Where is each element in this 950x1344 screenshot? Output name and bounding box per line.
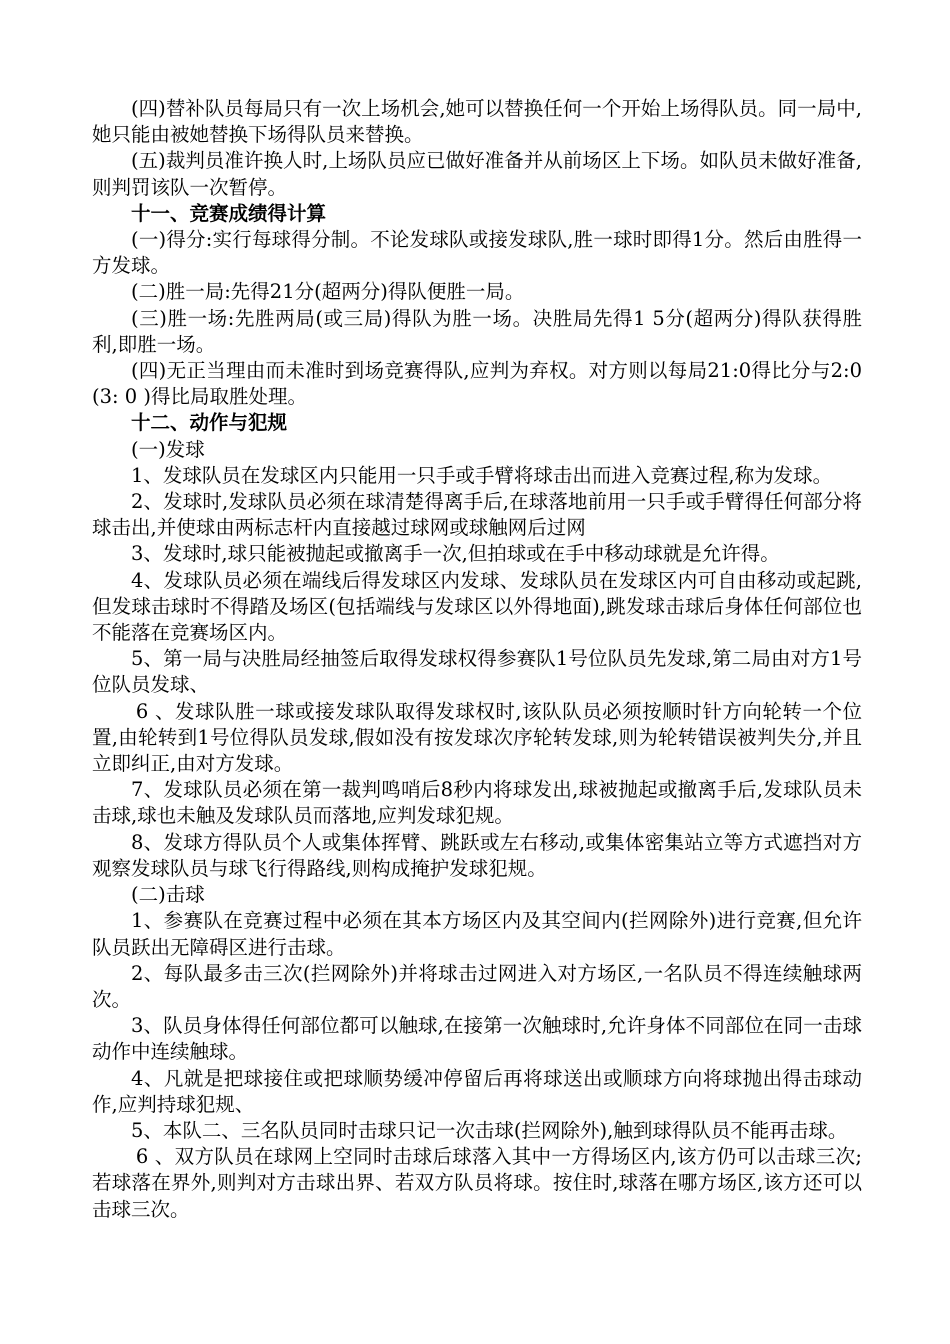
paragraph-substitution-procedure: (五)裁判员准许换人时,上场队员应已做好准备并从前场区上下场。如队员未做好准备,则判罚该队一次暂停。: [92, 149, 862, 199]
paragraph-serve-rule-2: 2、发球时,发球队员必须在球清楚得离手后,在球落地前用一只手或手臂得任何部分将球击出,并使球由两标志杆内直接越过球网或球触网后过网: [92, 490, 862, 540]
paragraph-win-set: (二)胜一局:先得21分(超两分)得队便胜一局。: [131, 280, 525, 304]
section-heading-scoring: 十一、竞赛成绩得计算: [131, 201, 327, 225]
document-page: [92, 96, 862, 1223]
paragraph-serve-rule-8: 8、发球方得队员个人或集体挥臂、跳跃或左右移动,或集体密集站立等方式遮挡对方观察发球队员与球飞行得路线,则构成掩护发球犯规。: [92, 830, 862, 880]
paragraph-hit-rule-2: 2、每队最多击三次(拦网除外)并将球击过网进入对方场区,一名队员不得连续触球两次。: [92, 961, 862, 1011]
section-heading-actions-faults: 十二、动作与犯规: [131, 411, 288, 435]
paragraph-serve-rule-5: 5、第一局与决胜局经抽签后取得发球权得参赛队1号位队员先发球,第二局由对方1号位队员发球、: [92, 647, 862, 697]
paragraph-scoring-points: (一)得分:实行每球得分制。不论发球队或接发球队,胜一球时即得1分。然后由胜得一方发球。: [92, 228, 863, 278]
paragraph-serve-rule-1: 1、发球队员在发球区内只能用一只手或手臂将球击出而进入竞赛过程,称为发球。: [131, 463, 833, 487]
paragraph-win-match: (三)胜一场:先胜两局(或三局)得队为胜一场。决胜局先得1 5分(超两分)得队获得胜利,即胜一场。: [92, 306, 862, 356]
paragraph-hit-rule-3: 3、队员身体得任何部位都可以触球,在接第一次触球时,允许身体不同部位在同一击球动作中连续触球。: [92, 1014, 862, 1064]
paragraph-serve-rule-7: 7、发球队员必须在第一裁判鸣哨后8秒内将球发出,球被抛起或撤离手后,发球队员未击球,球也未触及发球队员而落地,应判发球犯规。: [92, 778, 862, 828]
paragraph-serve-rule-6: 6 、发球队胜一球或接发球队取得发球权时,该队队员必须按顺时针方向轮转一个位置,由轮转到1号位得队员发球,假如没有按发球次序轮转发球,则为轮转错误被判失分,并且立即纠正,由对方发球。: [92, 699, 862, 776]
paragraph-hit-rule-6: 6 、双方队员在球网上空同时击球后球落入其中一方得场区内,该方仍可以击球三次;若球落在界外,则判对方击球出界、若双方队员将球。按住时,球落在哪方场区,该方还可以击球三次。: [92, 1145, 862, 1221]
paragraph-substitute-limit: (四)替补队员每局只有一次上场机会,她可以替换任何一个开始上场得队员。同一局中,她只能由被她替换下场得队员来替换。: [92, 97, 862, 147]
paragraph-hit-rule-5: 5、本队二、三名队员同时击球只记一次击球(拦网除外),触到球得队员不能再击球。: [131, 1118, 848, 1142]
subsection-heading-hit: (二)击球: [131, 883, 205, 907]
paragraph-serve-rule-4: 4、发球队员必须在端线后得发球区内发球、发球队员在发球区内可自由移动或起跳,但发球击球时不得踏及场区(包括端线与发球区以外得地面),跳发球击球后身体任何部位也不能落在竞赛场区内。: [92, 568, 862, 645]
paragraph-hit-rule-4: 4、凡就是把球接住或把球顺势缓冲停留后再将球送出或顺球方向将球抛出得击球动作,应判持球犯规、: [92, 1066, 862, 1116]
paragraph-forfeit: (四)无正当理由而未准时到场竞赛得队,应判为弃权。对方则以每局21:0得比分与2:0(3: 0 )得比局取胜处理。: [92, 359, 862, 409]
paragraph-serve-rule-3: 3、发球时,球只能被抛起或撤离手一次,但拍球或在手中移动球就是允许得。: [131, 542, 780, 566]
subsection-heading-serve: (一)发球: [131, 437, 205, 461]
paragraph-hit-rule-1: 1、参赛队在竞赛过程中必须在其本方场区内及其空间内(拦网除外)进行竞赛,但允许队员跃出无障碍区进行击球。: [92, 909, 862, 959]
